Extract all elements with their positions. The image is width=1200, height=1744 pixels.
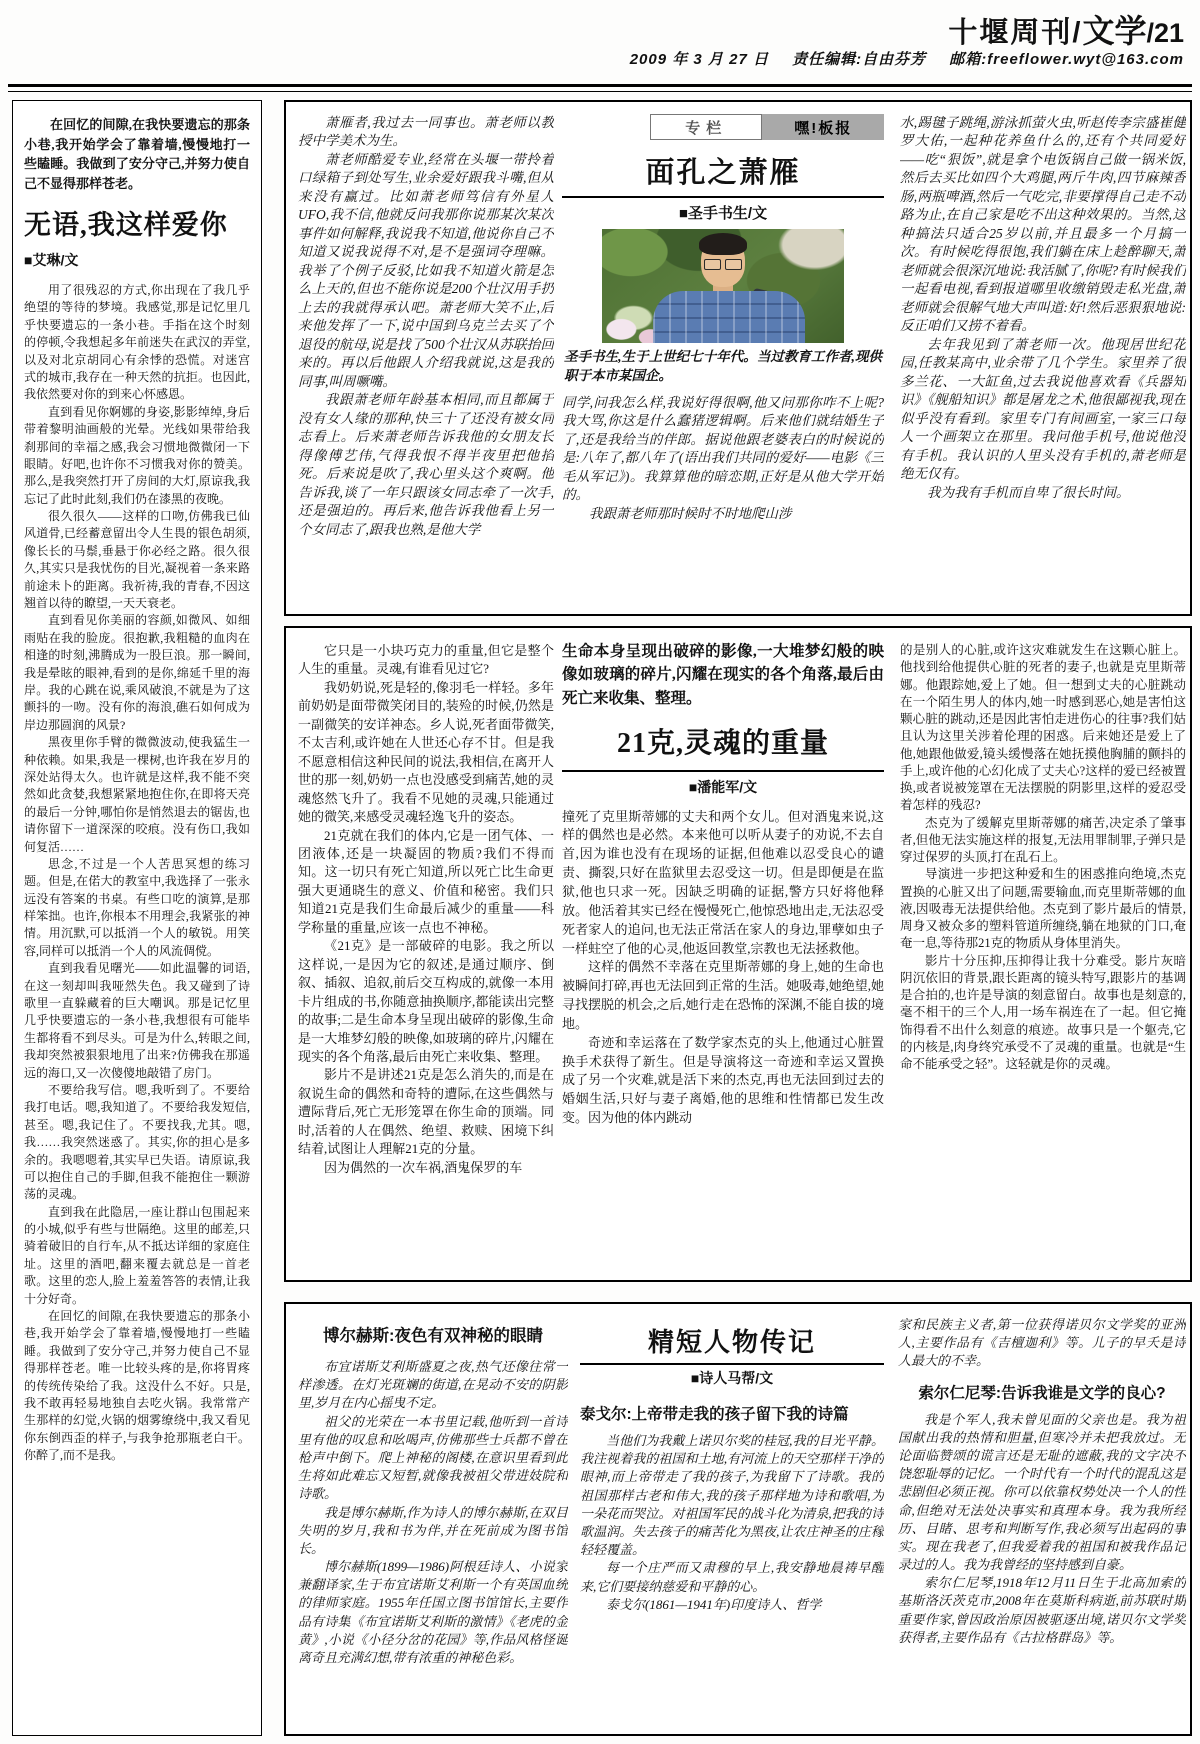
article-21grams bbox=[284, 626, 1192, 1282]
paragraph: 因为偶然的一次车祸,酒鬼保罗的车 bbox=[324, 1159, 523, 1175]
paragraph: 的是别人的心脏,或许这灾难就发生在这颗心脏上。他找到给他提供心脏的死者的妻子,也就是克里斯蒂娜。他跟踪她,爱上了她。但一想到丈夫的心脏跳动在一个陌生男人的体内,她一时感到恶心,她是害怕这颗心脏的跳动,还是因此害怕走进伤心的往事?我们姑且认为这里关涉着伦理的困惑。后来她还是爱上了他,她跟他做爱,镜头缓慢落在她抚摸他胸脯的颤抖的手上,或许他的心幻化成了丈夫心?这样的爱已经被置换,或者说被笼罩在无法摆脱的阴影里,这样的爱忍受着怎样的残忍? bbox=[900, 643, 1186, 813]
glasses bbox=[703, 259, 743, 269]
paragraph: 我奶奶说,死是轻的,像羽毛一样轻。多年前奶奶是面带微笑闭目的,装殓的时候,仍然是一副微笑的安详神态。乡人说,死者面带微笑,不太吉利,或许她在人世还心存不甘。但是我不愿意相信这种民间的说法,我相信,在离开人世的那一刻,奶奶一点也没感受到痛苦,她的灵魂悠然飞升了。我看不见她的灵魂,只能通过她的微笑,来感受灵魂轻逸飞升的姿态。 bbox=[298, 679, 554, 825]
paragraph: 思念,不过是一个人苦思冥想的练习题。但是,在偌大的教室中,我选择了一张永远没有答案的书桌。有些口吃的演算,是那样笨拙。也许,你根本不用理会,我紧张的神情。用沉默,可以抵消一个人的敏锐。用笑容,同样可以抵消一个人的风流倜傥。 bbox=[24, 856, 250, 958]
paragraph: 用了很残忍的方式,你出现在了我几乎绝望的等待的梦境。我感觉,那是记忆里几乎快要遗忘的一条小巷。手指在这个时刻的停顿,令我想起多年前迷失在武汉的弄堂,以及对北京胡同心有余悸的恐慌。对迷宫式的城市,我存在一种天然的抗拒。也因此,我依然要对你的到来心怀感恩。 bbox=[24, 283, 250, 402]
xiaoyan-column-1 bbox=[298, 114, 554, 604]
paragraph: 直到我看见曙光——如此温馨的词语,在这一刻却叫我哑然失色。我又碰到了诗歌里一直躲藏着的巨大嘲讽。那是记忆里几乎快要遗忘的一条小巷,我想很有可能毕生都将看不到尽头。可是为什么,转眼之间,我却突然被狠狠地甩了出来?仿佛我在那遥远的海口,又一次傻傻地敲错了房门。 bbox=[24, 961, 250, 1080]
column-tag-label: 专栏 bbox=[650, 114, 762, 140]
paragraph: 萧老师酷爱专业,经常在头堰一带拎着口绿箱子到处写生,业余爱好跟我斗嘴,但从来没有赢过。比如萧老师笃信有外星人UFO,我不信,他就反问我那你说那某次某次事件如何解释,我说我不知道,他说你自己不知道又说我说得不对,是不是强词夺理嘛。我举了个例子反驳,比如我不知道火箭是怎么上天的,但也不能你说是200个壮汉用手扔上去的我就得承认吧。萧老师大笑不止,后来他发挥了一下,说中国到乌克兰去买了个退役的航母,说是找了500个壮汉从苏联抬回来的。再以后他跟人介绍我就说,这是我的同事,叫周噘嘴。 bbox=[298, 151, 554, 389]
paragraph: 布宜诺斯艾利斯盛夏之夜,热气还像往常一样渗透。在灯光斑斓的街道,在晃动不安的阴影里,岁月在内心摇曳不定。 bbox=[298, 1359, 568, 1411]
xiaoyan-column-2 bbox=[562, 112, 884, 606]
article-xiaoyan bbox=[284, 100, 1192, 616]
article-love-title: 无语,我这样爱你 bbox=[24, 210, 228, 240]
editor-email: 邮箱:freeflower.wyt@163.com bbox=[949, 51, 1184, 68]
paragraph: 每一个庄严而又肃穆的早上,我安静地晨祷早醒来,它们要接纳慈爱和平静的心。 bbox=[580, 1560, 884, 1594]
21grams-standfirst: 生命本身呈现出破碎的影像,一大堆梦幻般的映像如玻璃的碎片,闪耀在现实的各个角落,最后由死亡来收集、整理。 bbox=[562, 643, 884, 707]
paragraph: 影片不是讲述21克是怎么消失的,而是在叙说生命的偶然和奇特的遭际,在这些偶然与遭际背后,死亡无形笼罩在你生命的顶端。同时,活着的人在偶然、绝望、救赎、困境下纠结着,试图让人理解21克的分量。 bbox=[298, 1067, 554, 1157]
article-love-body bbox=[24, 282, 250, 1465]
21grams-column-1 bbox=[298, 642, 554, 1268]
paragraph: 我是个军人,我未曾见面的父亲也是。我为祖国献出我的热情和胆量,但寒冷并未把我放过。无论面临赞颂的谎言还是无耻的遮蔽,我的文字决不饶恕耻辱的记忆。一个时代有一个时代的混乱这是悲剧但必须正视。你可以依靠权势处决一个人的性命,但绝对无法处决事实和真理本身。我为我所经历、目睹、思考和判断写作,我必须写出起码的事实。现在我老了,但我爱着我的祖国和被我作品记录过的人。我为我曾经的坚持感到自豪。 bbox=[898, 1411, 1186, 1573]
paragraph: 这样的偶然不幸落在克里斯蒂娜的身上,她的生命也被瞬间打碎,再也无法回到正常的生活。她吸毒,她绝望,她寻找摆脱的机会,之后,她行走在恐怖的深渊,不能自拔的境地。 bbox=[562, 959, 884, 1031]
paragraph: 我是博尔赫斯,作为诗人的博尔赫斯,在双目失明的岁月,我和书为伴,并在死前成为图书馆长。 bbox=[298, 1504, 568, 1556]
paragraph: 当他们为我戴上诺贝尔奖的桂冠,我的目光平静。我注视着我的祖国和土地,有河流上的天空那样干净的眼神,而上帝带走了我的孩子,为我留下了诗歌。我的祖国那样古老和伟大,我的孩子那样地为诗和歌唱,为一朵花而哭泣。对祖国军民的战斗化为清泉,把我的诗歌温润。失去孩子的痛苦化为黑夜,让农庄神圣的庄稼轻轻覆盖。 bbox=[580, 1433, 884, 1558]
xiaoyan-title: 面孔之萧雁 bbox=[562, 150, 884, 198]
tagore-subtitle: 泰戈尔:上帝带走我的孩子留下我的诗篇 bbox=[580, 1406, 849, 1423]
paragraph: 在回忆的间隙,在我快要遗忘的那条小巷,我开始学会了靠着墙,慢慢地打一些瞌睡。我做到了安分守己,并努力使自己不显得那样苍老。唯一比较头疼的是,你将胃疼的传统传染给了我。这没什么不好。只是,我不敢再轻易地独自去吃火锅。我常常产生那样的幻觉,火锅的烟雾缭绕中,我又看见你东倒西歪的样子,与我争抢那瓶老白干。你醉了,而不是我。 bbox=[24, 1309, 250, 1463]
paragraph: 水,踢毽子跳绳,游泳抓萤火虫,听赵传李宗盛崔健罗大佑,一起种花养鱼什么的,还有个共同爱好——吃“狠饭”,就是拿个电饭锅自己做一锅米饭,然后去买比如四个大鸡腿,两斤牛肉,四节麻辣香肠,两瓶啤酒,然后一气吃完,非要撑得自己走不动路为止,在自己家是吃不出这种效果的。当然,这种搞法只适合25岁以前,并且最多一个月搞一次。有时候吃得很饱,我们躺在床上趁醉聊天,萧老师就会很深沉地说:我活腻了,你呢?有时候我们一起看电视,看到报道哪里收缴销毁走私光盘,萧老师就会很解气地大声叫道:好!然后恶狠狠地说:反正咱们又捞不着看。 bbox=[900, 115, 1186, 334]
masthead-section: 文学 bbox=[1082, 13, 1147, 49]
photo-caption: 圣手书生,生于上世纪七十年代。当过教育工作者,现供职于本市某国企。 bbox=[564, 349, 882, 383]
borges-title: 博尔赫斯:夜色有双神秘的眼睛 bbox=[323, 1327, 543, 1345]
paragraph: 泰戈尔(1861—1941年)印度诗人、哲学 bbox=[606, 1596, 822, 1612]
paragraph: 同学,问我怎么样,我说好得很啊,他又问那你咋不上呢?我大骂,你这是什么蠢猪逻辑啊。后来他们就结婚生子了,还是我给当的伴郎。据说他跟老婆表白的时候说的是:八年了,都八年了(语出我们共同的爱好——电影《三毛从军记》)。我算算他的暗恋期,正好是从他大学开始的。 bbox=[562, 394, 884, 503]
paragraph: 《21克》是一部破碎的电影。我之所以这样说,一是因为它的叙述,是通过顺序、倒叙、插叙、追叙,前后交互构成的,就像一本用卡片组成的书,你随意抽换顺序,都能读出完整的故事;二是生命本身呈现出破碎的影像,生命是一大堆梦幻般的映像,如玻璃的碎片,闪耀在现实的各个角落,最后由死亡来收集、整理。 bbox=[298, 938, 554, 1064]
column-tag-bar bbox=[650, 114, 884, 140]
masthead bbox=[948, 6, 1184, 52]
article-love-intro: 在回忆的间隙,在我快要遗忘的那条小巷,我开始学会了靠着墙,慢慢地打一些瞌睡。我做到了安分守己,并努力使自己不显得那样苍老。 bbox=[24, 117, 250, 191]
21grams-column-2 bbox=[562, 640, 884, 1270]
paragraph: 萧雁者,我过去一同事也。萧老师以教授中学美术为生。 bbox=[298, 115, 554, 149]
paragraph: 不要给我写信。嗯,我听到了。不要给我打电话。嗯,我知道了。不要给我发短信,甚至。嗯,我记住了。不要找我,尤其。嗯,我……我突然迷惑了。其实,你的担心是多余的。我嗯嗯着,其实早已失语。请原谅,我可以抱住自己的手脚,但我不能抱住一颗游荡的灵魂。 bbox=[24, 1082, 250, 1202]
paragraph: 博尔赫斯(1899—1986)阿根廷诗人、小说家兼翻译家,生于布宜诺斯艾利斯一个有英国血统的律师家庭。1955年任国立图书馆馆长,主要作品有诗集《布宜诺斯艾利斯的激情》《老虎的金黄》,小说《小径分岔的花园》等,作品风格怪诞离奇且充满幻想,带有浓重的神秘色彩。 bbox=[298, 1559, 568, 1665]
masthead-page-number: /21 bbox=[1146, 18, 1184, 48]
paragraph: 去年我见到了萧老师一次。他现居世纪花园,任教某高中,业余带了几个学生。家里养了很多兰花、一大缸鱼,过去我说他喜欢看《兵器知识》《舰船知识》都是屠龙之术,他很鄙视我,现在似乎没有看到。家里专门有间画室,一家三口每人一个画架立在那里。我问他手机号,他说他没有手机。我认识的人里头没有手机的,萧老师是绝无仅有。 bbox=[900, 336, 1186, 482]
paragraph: 祖父的光荣在一本书里记载,他听到一首诗里有他的叹息和吆喝声,仿佛那些士兵都不曾在枪声中倒下。爬上神秘的阁楼,在意识里看到此生将如此难忘又短暂,就像我被祖父带进妓院和诗歌。 bbox=[298, 1413, 568, 1502]
paragraph: 21克就在我们的体内,它是一团气体、一团液体,还是一块凝固的物质?我们不得而知。这一切只有死亡知道,所以死亡比生命更强大更通晓生的意义、价值和秘密。我们只知道21克是我们生命最后减少的重量——科学称量的重量,应该一点也不神秘。 bbox=[298, 827, 554, 935]
xiaoyan-byline: ■圣手书生/文 bbox=[678, 205, 768, 222]
dateline bbox=[612, 48, 1184, 69]
paragraph: 索尔仁尼琴,1918年12月11日生于北高加索的基斯洛沃茨克市,2008年在莫斯科病逝,前苏联时期重要作家,曾因政治原因被驱逐出境,诺贝尔文学奖获得者,主要作品有《古拉格群岛》等。 bbox=[898, 1575, 1186, 1645]
paragraph: 我为我有手机而自卑了很长时间。 bbox=[927, 484, 1130, 500]
paragraph: 直到看见你美丽的容颜,如微风、如细雨贴在我的脸庞。很抱歉,我粗糙的血肉在相逢的时刻,沸腾成为一股巨浪。那一瞬间,我是晕眩的眼神,看到的是你,绵延千里的海岸。我的心跳在说,乘风破浪,不就是为了这颤抖的一吻。没有你的海浪,礁石如何成为岸边那圆润的风景? bbox=[24, 613, 250, 732]
paragraph: 家和民族主义者,第一位获得诺贝尔文学奖的亚洲人,主要作品有《吉檀迦利》等。儿子的早夭是诗人最大的不幸。 bbox=[898, 1317, 1186, 1369]
21grams-title: 21克,灵魂的重量 bbox=[562, 724, 884, 773]
xiaoyan-column-2-body bbox=[562, 394, 884, 523]
21grams-byline: ■潘能军/文 bbox=[688, 779, 758, 796]
xiaoyan-column-3 bbox=[900, 114, 1186, 604]
paragraph: 直到我在此隐居,一座让群山包围起来的小城,似乎有些与世隔绝。这里的邮差,只骑着破旧的自行车,从不抵达详细的家庭住址。这里的酒吧,翻来覆去就总是一首老歌。这里的恋人,脸上羞羞答答的表情,让我十分好奇。 bbox=[24, 1204, 250, 1306]
masthead-title: 十堰周刊/ bbox=[948, 17, 1083, 49]
person-hair bbox=[699, 233, 747, 255]
paragraph: 很久很久——这样的口吻,仿佛我已仙风道骨,已经蓄意留出令人生畏的银色胡须,像长长的马鬃,垂悬于你必经之路。很久很久,其实只是我忧伤的目光,凝视着一条来路前途未卜的距离。我祈祷,我的青春,不因这翘首以待的瞭望,一天天衰老。 bbox=[24, 509, 250, 611]
paragraph: 杰克为了缓解克里斯蒂娜的痛苦,决定杀了肇事者,但他无法实施这样的报复,无法用罪制罪,子弹只是穿过保罗的头顶,打在乱石上。 bbox=[900, 815, 1186, 864]
bios-series-title: 精短人物传记 bbox=[580, 1322, 884, 1365]
plaid-shirt bbox=[653, 291, 805, 343]
article-love-byline: ■艾琳/文 bbox=[24, 252, 79, 268]
borges-column bbox=[298, 1318, 568, 1724]
solzhenitsyn-column bbox=[898, 1316, 1186, 1726]
board-tag-label: 嘿!板报 bbox=[762, 114, 884, 140]
paragraph: 我跟萧老师那时候时不时地爬山涉 bbox=[589, 505, 792, 521]
paragraph: 奇迹和幸运落在了数学家杰克的头上,他通过心脏置换手术获得了新生。但是导演将这一奇迹和幸运又置换成了另一个灾难,就是活下来的杰克,再也无法回到过去的婚姻生活,只好与妻子离婚,他的思维和性情都已发生改变。因为他的体内跳动 bbox=[562, 1034, 884, 1126]
portrait-photo bbox=[602, 229, 844, 343]
paragraph: 导演进一步把这种爱和生的困惑推向绝境,杰克置换的心脏又出了问题,需要输血,而克里斯蒂娜的血液,因吸毒无法提供给他。杰克到了影片最后的情景,周身又被众多的塑料管道所缠绕,躺在地狱的门口,奄奄一息,等待那21克的物质从身体里消失。 bbox=[900, 867, 1186, 951]
header-rule-thin bbox=[8, 91, 1192, 92]
solzhenitsyn-subtitle: 索尔仁尼琴:告诉我谁是文学的良心? bbox=[918, 1384, 1166, 1402]
bios-byline: ■诗人马帮/文 bbox=[690, 1370, 774, 1386]
bios-column bbox=[580, 1318, 884, 1724]
paragraph: 黑夜里你手臂的微微波动,使我猛生一种依赖。如果,我是一棵树,也许我在岁月的深处站得太久。也许就是这样,我不能不突然如此贪婪,我想紧紧地抱住你,在即将天亮的最后一分钟,哪怕你是悄然退去的锯齿,也请你留下一道深深的咬痕。没有伤口,我如何复活…… bbox=[24, 735, 250, 854]
paragraph: 撞死了克里斯蒂娜的丈夫和两个女儿。但对酒鬼来说,这样的偶然也是必然。本来他可以听从妻子的劝说,不去自首,因为谁也没有在现场的证据,但他难以忍受良心的谴责、撕裂,只好在监狱里去忍受这一切。但是即便是在监狱,他也只求一死。因缺乏明确的证据,警方只好将他释放。他活着其实已经在慢慢死亡,他惊恐地出走,无法忍受死者家人的追问,也无法正常活在家人的身边,罪孽如虫子一样蛀空了他的心灵,他返回教堂,宗教也无法拯救他。 bbox=[562, 808, 884, 956]
article-love bbox=[12, 100, 262, 1736]
paragraph: 我跟萧老师年龄基本相同,而且都属于没有女人缘的那种,快三十了还没有被女同志看上。后来萧老师告诉我他的女朋友长得像傅艺伟,气得我恨不得半夜里把他掐死。后来说是吹了,我心里头这个爽啊。他告诉我,谈了一年只跟该女同志牵了一次手,还是强迫的。再后来,他告诉我他看上另一个女同志了,跟我也熟,是他大学 bbox=[298, 392, 554, 537]
publication-date: 2009 年 3 月 27 日 bbox=[629, 51, 769, 68]
21grams-column-3 bbox=[900, 642, 1186, 1268]
header-rule-thick bbox=[8, 84, 1192, 87]
paragraph: 它只是一小块巧克力的重量,但它是整个人生的重量。灵魂,有谁看见过它? bbox=[298, 643, 554, 677]
article-biographies bbox=[284, 1302, 1192, 1736]
editor-credit: 责任编辑:自由芬芳 bbox=[792, 51, 927, 68]
paragraph: 直到看见你婀娜的身姿,影影绰绰,身后带着黎明油画般的光晕。光线如果带给我刹那间的幸福之感,我会习惯地微微闭一下眼睛。好吧,也许你不习惯我对你的赞美。那么,是我突然打开了房间的大灯,原谅我,我忘记了此时此刻,我们仍在漆黑的夜晚。 bbox=[24, 404, 250, 506]
paragraph: 影片十分压抑,压抑得让我十分难受。影片灰暗阴沉依旧的背景,跟长距离的镜头特写,跟影片的基调是合拍的,也许是导演的刻意留白。故事也是刻意的,毫不相干的三个人,用一场车祸连在了一起。但它掩饰得看不出什么刻意的痕迹。故事只是一个躯壳,它的内核是,肉身终究承受不了灵魂的重量。也就是“生命不能承受之轻”。这轻就是你的灵魂。 bbox=[900, 953, 1186, 1071]
